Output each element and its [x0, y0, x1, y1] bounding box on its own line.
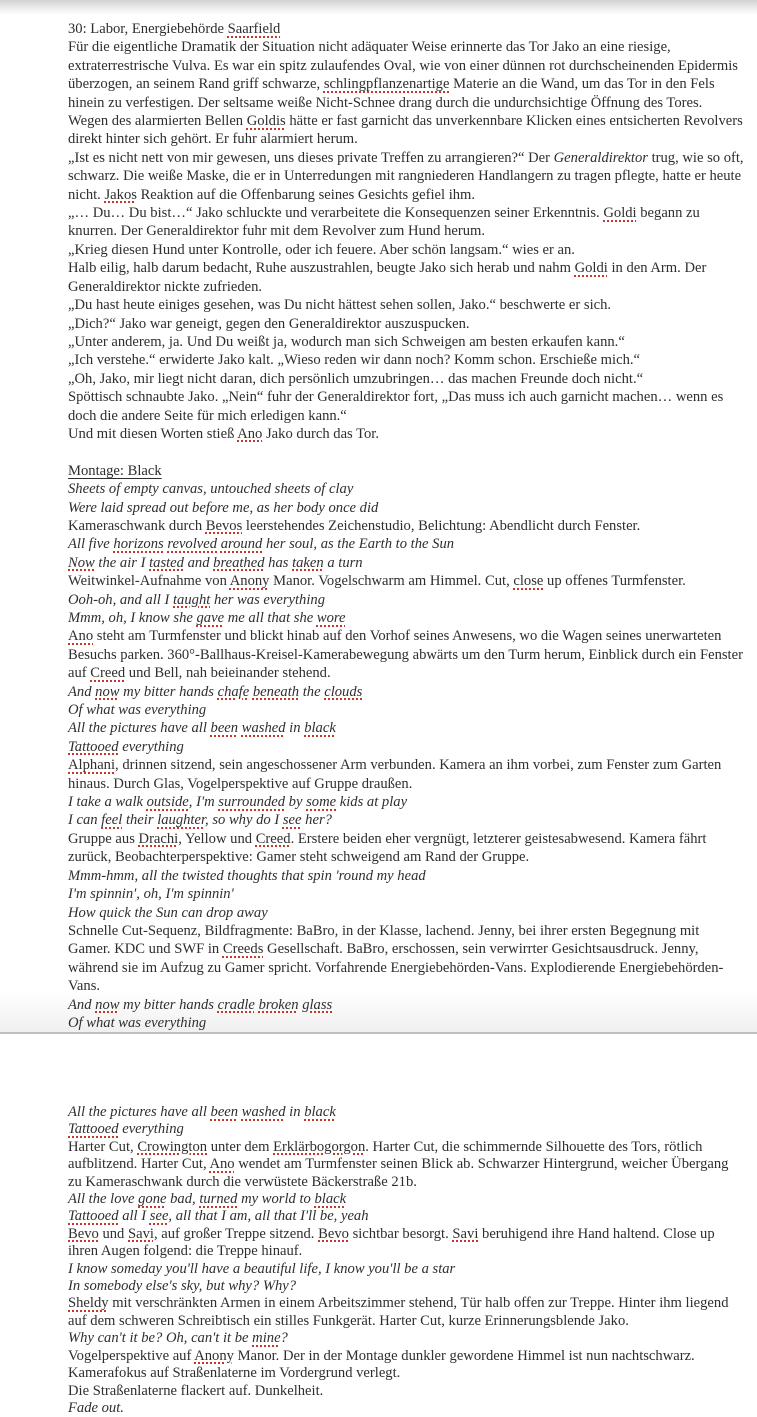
lyric-line	[68, 535, 745, 553]
text-run: , auf großer Treppe sitzend.	[153, 1225, 319, 1242]
text-run: my world to	[237, 1191, 315, 1208]
misspelled-word: Savi	[128, 1225, 154, 1242]
misspelled-word: wore	[316, 610, 346, 626]
text-run: Vogelperspektive auf	[68, 1347, 195, 1364]
lyric-line	[68, 1014, 745, 1032]
text-run: . Harter Cut, die schimmernde Silhouette des Tors, rötlich aufblitzend. Harter Cut,	[68, 1138, 703, 1173]
body-paragraph	[68, 351, 745, 369]
text-run: Reaktion auf die Offenbarung seines Gesichts gefiel ihm.	[136, 186, 476, 203]
text-run: all I	[118, 1208, 150, 1225]
misspelled-word: black	[314, 1191, 347, 1208]
lyric-line	[68, 480, 745, 498]
misspelled-word: Crowington	[137, 1138, 208, 1155]
text-run: und Bell, nah beieinander stehend.	[125, 665, 331, 682]
text-run: hätte er fast garnicht das unverkennbare Klicken eines entsicherten Revolvers direkt hinter sich gehört. Er fuhr alarmiert herum.	[68, 113, 743, 148]
misspelled-word: close	[513, 573, 544, 590]
text-run: bad,	[166, 1191, 200, 1208]
body-paragraph	[68, 830, 745, 867]
text-run: mit verschränkten Armen in einem Arbeitszimmer stehend, Tür halb offen zur Treppe. Hinter ihm liegend auf dem schweren Schreibtisch ein stilles Funkgerät. Harter Cut, kurze Erinnerungsblende Jako.	[68, 1295, 729, 1329]
lyric-line	[68, 554, 745, 572]
lyric-line	[68, 1330, 745, 1347]
text-run: , Yellow und	[178, 830, 256, 847]
text-run: Harter Cut,	[68, 1138, 138, 1155]
text-run: Weitwinkel-Aufnahme von	[68, 573, 230, 590]
lyric-line	[68, 1278, 745, 1295]
body-paragraph	[68, 1383, 745, 1400]
misspelled-word: Creed	[255, 830, 291, 847]
misspelled-word: Jakos	[104, 186, 137, 203]
misspelled-word: Now	[68, 554, 95, 571]
misspelled-word: Goldi	[603, 205, 637, 222]
misspelled-word: Anony	[229, 573, 270, 590]
text-run: her?	[301, 812, 332, 829]
text-run: Ooh-oh, and all I	[68, 591, 173, 608]
text-run: „Ich verstehe.“ erwiderte Jako kalt. „Wieso reden wir dann noch? Komm schon. Erschieße mich.“	[68, 352, 640, 369]
misspelled-word: washed	[241, 720, 286, 737]
misspelled-word: Ano	[209, 1156, 235, 1173]
misspelled-word: Savi	[452, 1225, 479, 1242]
text-run: me all that she	[224, 610, 317, 626]
misspelled-word: now	[95, 683, 120, 700]
body-paragraph	[68, 517, 745, 535]
text-run: beruhigend ihre Hand haltend. Close up ihren Augen folgend: die Treppe hinauf.	[68, 1225, 715, 1260]
text-run: in	[285, 720, 305, 737]
lyric-line	[68, 738, 745, 756]
text-run: In somebody else's sky, but why? Why?	[68, 1278, 297, 1295]
text-run: Kameraschwank durch	[68, 517, 206, 534]
misspelled-word: turned	[199, 1191, 238, 1208]
text-run: All the love	[68, 1191, 139, 1208]
text-run: Halb eilig, halb darum bedacht, Ruhe auszustrahlen, beugte Jako sich herab und nahm	[68, 260, 575, 277]
blank-line	[68, 443, 745, 461]
text-run: up offenes Turmfenster.	[543, 573, 686, 590]
misspelled-word: Bevo	[68, 1225, 99, 1242]
misspelled-word: been	[210, 720, 239, 737]
body-paragraph	[68, 627, 745, 682]
misspelled-word: see	[149, 1208, 169, 1225]
misspelled-word: black	[304, 720, 336, 737]
body-paragraph	[68, 333, 745, 351]
misspelled-word: mine	[252, 1330, 281, 1347]
body-paragraph	[68, 756, 745, 793]
misspelled-word: broken	[258, 996, 299, 1013]
lyric-line	[68, 609, 745, 627]
misspelled-word: schlingpflanzenartige	[323, 76, 450, 93]
page-2	[0, 1034, 757, 1416]
body-paragraph	[68, 922, 745, 996]
body-paragraph	[68, 149, 745, 204]
text-run: I know someday you'll have a beautiful life, I know you'll be a star	[68, 1260, 456, 1277]
misspelled-word: cradle	[217, 996, 255, 1013]
section-heading	[68, 462, 745, 480]
lyric-line	[68, 1261, 745, 1278]
text-run: Of what was everything	[68, 1014, 207, 1031]
text-run: Manor. Vogelschwarm am Himmel. Cut,	[269, 573, 514, 590]
text-run: Montage: Black	[68, 462, 162, 479]
misspelled-word: Creed	[90, 665, 126, 682]
text-run: Und mit diesen Worten stieß	[68, 425, 238, 442]
text-run: , drinnen sitzend, sein angeschossener Arm verbunden. Kamera an ihm vorbei, zum Fenster zum Garten hinaus. Durch Glas, Vogelperspektive auf Gruppe draußen.	[68, 757, 722, 792]
text-run: her was everything	[210, 591, 325, 608]
misspelled-word: Goldi	[574, 260, 608, 277]
text-run: . Erstere beiden eher vergnügt, letzterer geistesabwesend. Kamera fährt zurück, Beobachterperspektive: Gamer steht schweigend am Rand der Gruppe.	[68, 830, 707, 866]
text-run: Manor. Der in der Montage dunkler gewordene Himmel ist nun nachtschwarz. Kamerafokus auf Straßenlaterne im Vordergrund verlegt.	[68, 1347, 695, 1382]
body-paragraph	[68, 204, 745, 241]
misspelled-word: revolved	[167, 536, 218, 553]
text-run: , I'm	[188, 794, 219, 811]
body-paragraph	[68, 20, 745, 38]
text-run: everything	[118, 1121, 184, 1138]
body-paragraph	[68, 370, 745, 388]
body-paragraph	[68, 425, 745, 443]
text-run: , so why do I	[205, 812, 283, 829]
text-run: And	[68, 683, 96, 700]
lyric-line	[68, 683, 745, 701]
misspelled-word: Tattooed	[68, 1121, 119, 1138]
lyric-line	[68, 867, 745, 885]
text-run: Of what was everything	[68, 702, 207, 719]
text-run: by	[285, 794, 307, 811]
text-run: Jako durch das Tor.	[262, 425, 380, 442]
lyric-line	[68, 1121, 745, 1138]
misspelled-word: Saarfield	[227, 21, 281, 37]
misspelled-word: laughter	[157, 812, 206, 829]
text-run: 30: Labor, Energiebehörde	[68, 21, 228, 37]
body-paragraph	[68, 572, 745, 590]
text-run: Spöttisch schnaubte Jako. „Nein“ fuhr der Generaldirektor fort, „Das muss ich auch garnicht machen… wenn es doch die andere Seite für mich erledigen kann.“	[68, 389, 724, 424]
misspelled-word: glass	[302, 996, 333, 1013]
misspelled-word: Tattooed	[68, 738, 119, 755]
misspelled-word: clouds	[324, 683, 363, 700]
text-run: in den Arm. Der Generaldirektor nickte zufrieden.	[68, 260, 707, 295]
lyric-line	[68, 885, 745, 903]
text-run: I take a walk	[68, 794, 147, 811]
text-run: ?	[280, 1330, 288, 1347]
text-run: „… Du… Du bist…“ Jako schluckte und verarbeitete die Konsequenzen seiner Erkenntnis.	[68, 205, 604, 222]
lyric-line	[68, 719, 745, 737]
text-run: kids at play	[336, 794, 408, 811]
text-run: And	[68, 996, 96, 1013]
misspelled-word: Anony	[194, 1347, 234, 1364]
misspelled-word: chafe	[217, 683, 250, 700]
lyric-line	[68, 904, 745, 922]
text-run: „Krieg diesen Hund unter Kontrolle, oder ich feuere. Aber schön langsam.“ wies er an.	[68, 241, 575, 258]
text-run: Materie an die Wand, um das Tor in den Fels hinein zu verfestigen. Der seltsame weiße Nicht-Schnee drang durch die undurchsichtige Öffnung des Tores.	[68, 76, 715, 111]
text-run: Mmm, oh, I know she	[68, 610, 197, 626]
text-run: Für die eigentliche Dramatik der Situation nicht adäquater Weise erinnerte das Tor Jako an eine riesige, extraterrestrische Vulva. Es war ein spitz zulaufendes Oval, wie von einer dünnen rot durchscheinenden Epidermis überzogen, an seinem Rand griff schwarze,	[68, 39, 738, 93]
text-run: my bitter hands	[119, 996, 218, 1013]
body-paragraph	[68, 1348, 745, 1383]
text-run: All five	[68, 536, 114, 553]
text-run: steht am Turmfenster und blickt hinab auf den Vorhof seines Anwesens, wo die Wagen seines unerwarteten Besuchs parken. 360°-Ballhaus-Kreisel-Kamerabewegung abwärts um den Turm herum, Einblick durch ein Fenster auf	[68, 628, 743, 682]
lyric-line	[68, 793, 745, 811]
lyric-line	[68, 996, 745, 1014]
body-paragraph	[68, 1139, 745, 1191]
text-run: und	[98, 1225, 128, 1242]
body-paragraph	[68, 296, 745, 314]
lyric-line	[68, 499, 745, 517]
misspelled-word: been	[210, 1104, 239, 1120]
misspelled-word: feel	[101, 812, 123, 829]
misspelled-word: around	[220, 536, 263, 553]
misspelled-word: some	[306, 794, 337, 811]
body-paragraph	[68, 315, 745, 333]
misspelled-word: Bevos	[205, 517, 243, 534]
misspelled-word: Tattooed	[68, 1208, 119, 1225]
lyric-line	[68, 701, 745, 719]
text-run: the air I	[94, 554, 150, 571]
text-run: Sheets of empty canvas, untouched sheets of clay	[68, 481, 354, 498]
text-run: Schnelle Cut-Sequenz, Bildfragmente: BaBro, in der Klasse, lachend. Jenny, bei ihrer ersten Begegnung mit Gamer. KDC und SWF in	[68, 922, 700, 958]
misspelled-word: tasted	[149, 554, 184, 571]
text-run: Mmm-hmm, all the twisted thoughts that spin 'round my head	[68, 867, 426, 884]
text-run: sichtbar besorgt.	[348, 1225, 453, 1242]
text-run: trug, wie so oft, schwarz. Die weiße Maske, die er in Unterredungen mit rangniederen Handlangern zu tragen pflegte, hatte er heute nicht.	[68, 149, 744, 203]
text-run: All the pictures have all	[68, 1104, 211, 1120]
text-run: in	[285, 1104, 305, 1120]
lyric-line	[68, 811, 745, 829]
text-run: Fade out.	[68, 1399, 124, 1416]
emphasized-word: Generaldirektor	[553, 149, 648, 166]
misspelled-word: Erklärbogorgon	[273, 1138, 366, 1155]
text-run: a turn	[323, 554, 363, 571]
body-paragraph	[68, 112, 745, 149]
misspelled-word: gone	[138, 1191, 167, 1208]
lyric-line	[68, 1208, 745, 1225]
misspelled-word: washed	[241, 1104, 286, 1120]
text-run: , all that I am, all that I'll be, yeah	[168, 1208, 369, 1225]
lyric-line	[68, 591, 745, 609]
misspelled-word: taken	[292, 554, 324, 571]
text-run: „Unter anderem, ja. Und Du weißt ja, wodurch man sich Schweigen am besten erkaufen kann.“	[68, 333, 625, 350]
lyric-line	[68, 1104, 745, 1121]
text-run: unter dem	[207, 1138, 274, 1155]
text-run: I'm spinnin', oh, I'm spinnin'	[68, 886, 234, 903]
text-run: her soul, as the Earth to the Sun	[262, 536, 455, 553]
text-run: Wegen des alarmierten Bellen	[68, 113, 247, 130]
misspelled-word: beneath	[252, 683, 300, 700]
text-run: their	[122, 812, 158, 829]
misspelled-word: Ano	[68, 628, 94, 645]
text-run: Why can't it be? Oh, can't it be	[68, 1330, 253, 1347]
text-run: „Ist es nicht nett von mir gewesen, uns dieses private Treffen zu arrangieren?“ Der	[68, 149, 554, 166]
misspelled-word: Ano	[237, 425, 263, 442]
lyric-line	[68, 1191, 745, 1208]
body-paragraph	[68, 241, 745, 259]
text-run: All the pictures have all	[68, 720, 211, 737]
text-run: Were laid spread out before me, as her body once did	[68, 499, 379, 516]
body-paragraph	[68, 38, 745, 112]
text-run: „Dich?“ Jako war geneigt, gegen den Generaldirektor auszuspucken.	[68, 315, 470, 332]
text-run: my bitter hands	[119, 683, 218, 700]
body-paragraph	[68, 1295, 745, 1330]
body-paragraph	[68, 388, 745, 425]
text-run: the	[299, 683, 325, 700]
text-run: Die Straßenlaterne flackert auf. Dunkelheit.	[68, 1382, 324, 1399]
text-run: wendet am Turmfenster seinen Blick ab. Schwarzer Hintergrund, weicher Übergang zu Kameraschwank durch die verwüstete Bäckerstraße 21b.	[68, 1156, 729, 1190]
text-run: begann zu knurren. Der Generaldirektor fuhr mit dem Revolver zum Hund herum.	[68, 205, 700, 240]
text-run: How quick the Sun can drop away	[68, 904, 268, 921]
misspelled-word: Bevo	[318, 1225, 349, 1242]
body-paragraph	[68, 259, 745, 296]
text-run: and	[183, 554, 214, 571]
text-run: Gruppe aus	[68, 830, 139, 847]
text-run: I can	[68, 812, 102, 829]
misspelled-word: now	[95, 996, 120, 1013]
misspelled-word: Creeds	[222, 941, 264, 958]
misspelled-word: Drachi	[138, 830, 179, 847]
misspelled-word: gave	[196, 610, 225, 626]
text-run: everything	[118, 738, 184, 755]
lyric-line	[68, 1400, 745, 1417]
misspelled-word: Sheldy	[68, 1295, 109, 1312]
body-paragraph	[68, 1226, 745, 1261]
misspelled-word: taught	[173, 591, 211, 608]
misspelled-word: Goldis	[246, 113, 286, 130]
misspelled-word: horizons	[113, 536, 164, 553]
misspelled-word: see	[282, 812, 302, 829]
misspelled-word: breathed	[213, 554, 265, 571]
misspelled-word: surrounded	[218, 794, 286, 811]
misspelled-word: Alphani	[68, 757, 116, 774]
text-run: „Du hast heute einiges gesehen, was Du nicht hättest sehen sollen, Jako.“ beschwerte er sich.	[68, 297, 612, 314]
text-run: „Oh, Jako, mir liegt nicht daran, dich persönlich umzubringen… das machen Freunde doch nicht.“	[68, 370, 644, 387]
text-run: has	[264, 554, 293, 571]
misspelled-word: black	[304, 1104, 336, 1120]
misspelled-word: outside	[146, 794, 189, 811]
text-run: leerstehendes Zeichenstudio, Belichtung: Abendlicht durch Fenster.	[242, 517, 641, 534]
text-run: Gesellschaft. BaBro, erschossen, sein verwirrter Gesichtsausdruck. Jenny, während sie im Aufzug zu Gamer spricht. Vorfahrende Energiebehörden-Vans. Explodierende Energiebehörden-Vans.	[68, 941, 724, 995]
